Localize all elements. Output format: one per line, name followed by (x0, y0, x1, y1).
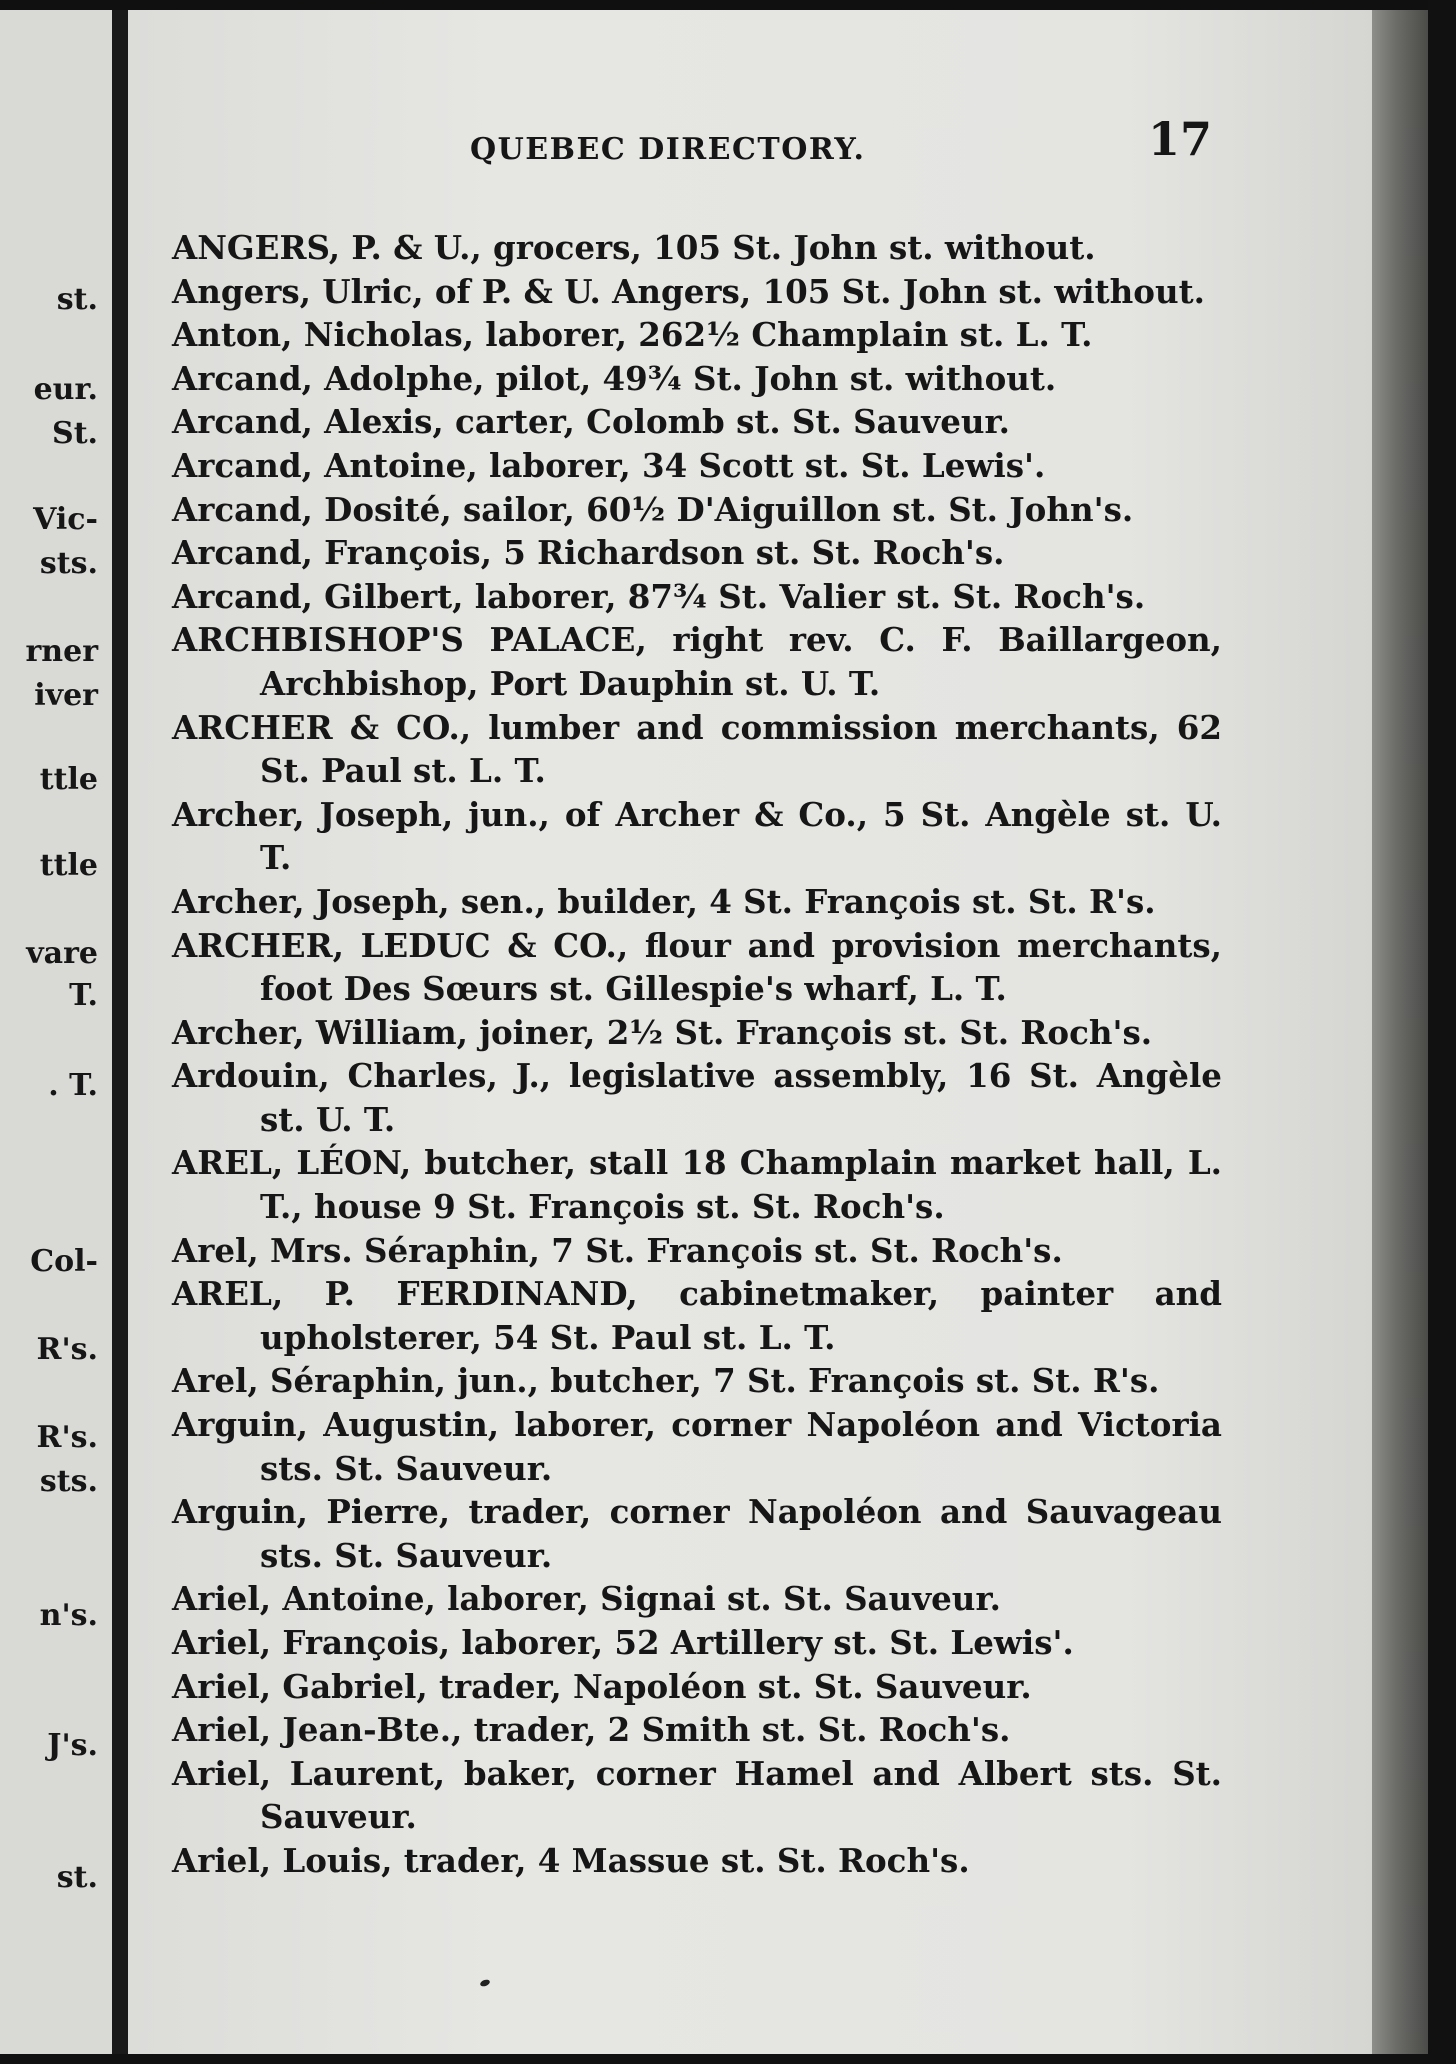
directory-entry: Arcand, Alexis, carter, Colomb st. St. Sauveur. (172, 402, 1010, 442)
directory-entry: Arcand, Gilbert, laborer, 87¾ St. Valier st. St. Roch's. (172, 576, 1146, 616)
facing-page-text: ttle (39, 848, 98, 883)
directory-entry: Ariel, Laurent, baker, corner Hamel and Albert sts. St. Sauveur. (172, 1753, 1222, 1837)
scan-bottom-edge (0, 2054, 1456, 2064)
facing-page-text: . T. (48, 1068, 98, 1103)
directory-entry: Archer, William, joiner, 2½ St. François st. St. Roch's. (172, 1012, 1153, 1052)
facing-page-text: n's. (39, 1598, 98, 1633)
page-number: 17 (1148, 112, 1213, 166)
facing-page-text: iver (34, 678, 98, 713)
directory-entry: ANGERS, P. & U., grocers, 105 St. John st. without. (172, 228, 1096, 267)
directory-entry: Arcand, Dosité, sailor, 60½ D'Aiguillon st. St. John's. (172, 489, 1134, 529)
book-gutter (112, 10, 128, 2054)
facing-page-text: J's. (47, 1728, 98, 1763)
running-head: QUEBEC DIRECTORY. (470, 132, 866, 167)
directory-entry: Ariel, Antoine, laborer, Signai st. St. Sauveur. (172, 1579, 1001, 1619)
facing-page-text: vare (26, 936, 98, 971)
page-edge-stack (1372, 10, 1428, 2054)
facing-page-fragment (0, 10, 112, 2054)
directory-entry: Arcand, Antoine, laborer, 34 Scott st. St. Lewis'. (172, 445, 1046, 485)
facing-page-text: Vic- (33, 502, 98, 537)
directory-entry: Angers, Ulric, of P. & U. Angers, 105 St. John st. without. (172, 271, 1205, 311)
directory-entry: Archer, Joseph, sen., builder, 4 St. François st. St. R's. (172, 881, 1156, 921)
directory-entry: ARCHER & CO., lumber and commission merchants, 62 St. Paul st. L. T. (172, 707, 1222, 791)
facing-page-text: Col- (30, 1244, 98, 1279)
directory-entry: ARCHER, LEDUC & CO., flour and provision merchants, foot Des Sœurs st. Gillespie's wharf, L. T. (172, 925, 1222, 1009)
directory-entry: Arel, Séraphin, jun., butcher, 7 St. François st. St. R's. (172, 1361, 1160, 1401)
directory-entry: Ardouin, Charles, J., legislative assembly, 16 St. Angèle st. U. T. (172, 1056, 1222, 1139)
facing-page-text: R's. (36, 1332, 98, 1367)
facing-page-text: ttle (39, 762, 98, 797)
directory-entry: Ariel, François, laborer, 52 Artillery st. St. Lewis'. (172, 1623, 1074, 1662)
facing-page-text: eur. (33, 372, 98, 407)
directory-entry: AREL, LÉON, butcher, stall 18 Champlain market hall, L. T., house 9 St. François st. St. Roch's. (172, 1143, 1222, 1227)
directory-entry: Arguin, Pierre, trader, corner Napoléon and Sauvageau sts. St. Sauveur. (172, 1492, 1222, 1575)
scan-right-edge (1428, 0, 1456, 2064)
directory-entry: AREL, P. FERDINAND, cabinetmaker, painter and upholsterer, 54 St. Paul st. L. T. (172, 1274, 1222, 1357)
facing-page-text: R's. (36, 1420, 98, 1455)
facing-page-text: st. (56, 1860, 98, 1895)
directory-entry: Arguin, Augustin, laborer, corner Napoléon and Victoria sts. St. Sauveur. (172, 1405, 1222, 1488)
directory-entry: Ariel, Jean-Bte., trader, 2 Smith st. St. Roch's. (172, 1710, 1011, 1750)
directory-entry: Arcand, François, 5 Richardson st. St. Roch's. (172, 533, 1005, 573)
directory-entry: Archer, Joseph, jun., of Archer & Co., 5 St. Angèle st. U. T. (172, 794, 1222, 878)
facing-page-text: sts. (39, 546, 98, 581)
directory-entry: Arcand, Adolphe, pilot, 49¾ St. John st. without. (172, 358, 1057, 398)
directory-entry: Anton, Nicholas, laborer, 262½ Champlain st. L. T. (172, 315, 1093, 355)
directory-entry: ARCHBISHOP'S PALACE, right rev. C. F. Baillargeon, Archbishop, Port Dauphin st. U. T. (172, 620, 1222, 703)
directory-entry: Ariel, Louis, trader, 4 Massue st. St. Roch's. (172, 1840, 970, 1880)
facing-page-text: sts. (39, 1464, 98, 1499)
facing-page-text: st. (56, 282, 98, 317)
directory-entry: Arel, Mrs. Séraphin, 7 St. François st. St. Roch's. (172, 1230, 1063, 1270)
facing-page-text: St. (52, 416, 98, 451)
facing-page-text: T. (69, 978, 98, 1013)
directory-entry: Ariel, Gabriel, trader, Napoléon st. St. Sauveur. (172, 1666, 1032, 1706)
facing-page-text: rner (25, 634, 98, 669)
directory-entries (172, 226, 1222, 1883)
